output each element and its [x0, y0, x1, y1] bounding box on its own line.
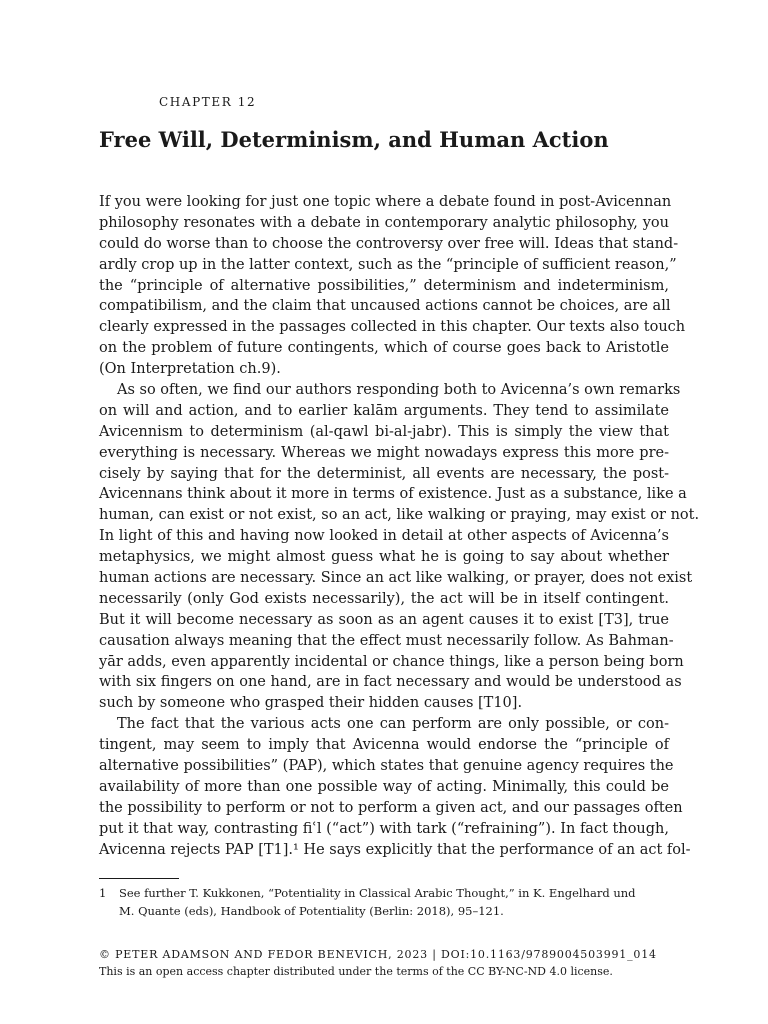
footnote-text [119, 884, 669, 920]
body-line: metaphysics, we might almost guess what he is going to say about whether [99, 549, 669, 566]
footnote-line: M. Quante (eds), Handbook of Potentiality (Berlin: 2018), 95–121. [119, 904, 504, 918]
body-line: with six fingers on one hand, are in fact necessary and would be understood as [99, 674, 682, 691]
body-line: necessarily (only God exists necessarily), the act will be in itself contingent. [99, 590, 669, 607]
body-line: availability of more than one possible way of acting. Minimally, this could be [99, 778, 669, 795]
body-line: (On Interpretation ch.9). [99, 361, 281, 378]
footnote-line: See further T. Kukkonen, “Potentiality in Classical Arabic Thought,” in K. Engelhard und [119, 886, 636, 900]
chapter-title: Free Will, Determinism, and Human Action [99, 127, 609, 152]
body-line: In light of this and having now looked in detail at other aspects of Avicenna’s [99, 528, 669, 545]
body-line: the possibility to perform or not to perform a given act, and our passages often [99, 799, 683, 816]
body-line: Avicennans think about it more in terms of existence. Just as a substance, like a [99, 486, 687, 503]
license-line: This is an open access chapter distributed under the terms of the CC BY-NC-ND 4.0 license. [99, 965, 613, 978]
body-line: put it that way, contrasting fiʿl (“act”) with tark (“refraining”). In fact though, [99, 820, 669, 837]
body-line: If you were looking for just one topic where a debate found in post-Avicennan [99, 194, 672, 210]
body-line: ardly crop up in the latter context, such as the “principle of sufficient reason,” [99, 256, 677, 273]
body-line: cisely by saying that for the determinist, all events are necessary, the post- [99, 465, 669, 482]
body-line: Avicenna rejects PAP [T1].¹ He says explicitly that the performance of an act fol- [99, 841, 691, 858]
body-line: philosophy resonates with a debate in contemporary analytic philosophy, you [99, 214, 669, 231]
body-line: the “principle of alternative possibilities,” determinism and indeterminism, [99, 277, 669, 294]
body-line: yār adds, even apparently incidental or chance things, like a person being born [99, 653, 684, 670]
body-line: alternative possibilities” (PAP), which states that genuine agency requires the [99, 758, 674, 775]
footnote [99, 884, 669, 920]
body-line: clearly expressed in the passages collected in this chapter. Our texts also touch [99, 319, 686, 336]
body-line: on will and action, and to earlier kalām arguments. They tend to assimilate [99, 402, 669, 419]
body-line: could do worse than to choose the controversy over free will. Ideas that stand- [99, 235, 679, 252]
body-line: compatibilism, and the claim that uncaused actions cannot be choices, are all [99, 298, 671, 315]
chapter-label: CHAPTER 12 [159, 95, 257, 109]
body-line: Avicennism to determinism (al-qawl bi-al-jabr). This is simply the view that [99, 423, 669, 440]
body-line: human, can exist or not exist, so an act, like walking or praying, may exist or not. [99, 507, 700, 524]
body-line: such by someone who grasped their hidden causes [T10]. [99, 695, 523, 712]
body-line: As so often, we find our authors responding both to Avicenna’s own remarks [117, 382, 681, 399]
body-line: The fact that the various acts one can perform are only possible, or con- [117, 716, 669, 733]
body-line: on the problem of future contingents, which of course goes back to Aristotle [99, 340, 669, 357]
copyright-line: © PETER ADAMSON AND FEDOR BENEVICH, 2023 | DOI:10.1163/9789004503991_014 [99, 948, 657, 961]
footnote-number: 1 [99, 886, 107, 900]
body-text [99, 192, 700, 861]
footnote-divider [99, 878, 179, 879]
body-line: causation always meaning that the effect must necessarily follow. As Bahman- [99, 632, 674, 649]
body-line: But it will become necessary as soon as an agent causes it to exist [T3], true [99, 611, 669, 628]
body-line: tingent, may seem to imply that Avicenna would endorse the “principle of [99, 737, 669, 754]
page-footer [99, 946, 679, 980]
body-line: human actions are necessary. Since an act like walking, or prayer, does not exist [99, 570, 693, 587]
body-line: everything is necessary. Whereas we might nowadays express this more pre- [99, 444, 669, 461]
